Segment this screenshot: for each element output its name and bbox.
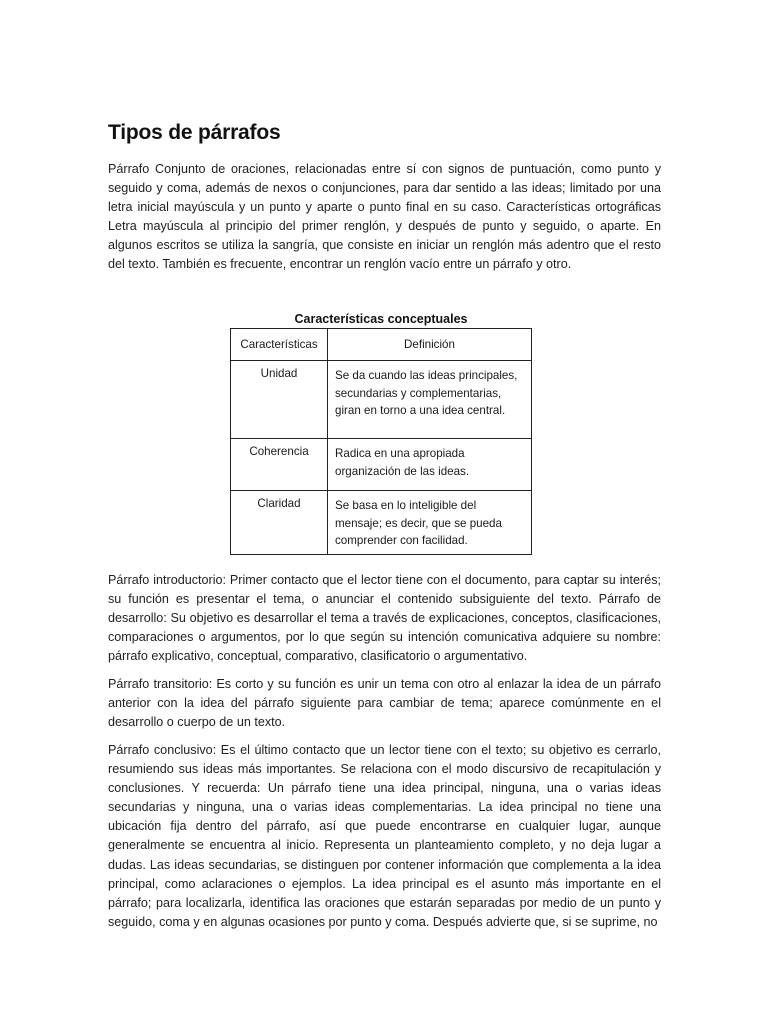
paragraph-transitional: Párrafo transitorio: Es corto y su función es unir un tema con otro al enlazar la idea de un párrafo anterior con la idea del párrafo siguiente para cambiar de tema; aparece comúnmente en el desarrollo o cuerpo de un texto. [108, 677, 661, 730]
header-characteristics: Características [231, 329, 328, 361]
document-title: Tipos de párrafos [108, 121, 281, 144]
table-row [231, 361, 532, 439]
paragraph-definition: Párrafo Conjunto de oraciones, relacionadas entre sí con signos de puntuación, como punto y seguido y coma, además de nexos o conjunciones, para dar sentido a las ideas; limitado por una letra inicial mayúscula y un punto y aparte o punto final en su caso. Características ortográficas Letra mayúscula al principio del primer renglón, y después de punto y seguido, o aparte. En algunos escritos se utiliza la sangría, que consiste en iniciar un renglón más adentro que el resto del texto. También es frecuente, encontrar un renglón vacío entre un párrafo y otro. [108, 162, 661, 272]
table-row [231, 439, 532, 491]
term-cell: Coherencia [231, 439, 328, 491]
term-cell: Unidad [231, 361, 328, 439]
figure-title: Características conceptuales [294, 312, 468, 326]
definition-cell: Se basa en lo inteligible del mensaje; es decir, que se pueda comprender con facilidad. [328, 491, 532, 555]
paragraph-introductory: Párrafo introductorio: Primer contacto que el lector tiene con el documento, para captar su interés; su función es presentar el tema, o anunciar el contenido subsiguiente del texto. Párrafo de desarrollo: Su objetivo es desarrollar el tema a través de explicaciones, conceptos, clasificaciones, comparaciones o argumentos, por lo que según su intención comunicativa adquiere su nombre: párrafo explicativo, conceptual, comparativo, clasificatorio o argumentativo. [108, 573, 661, 664]
table-header-row [231, 329, 532, 361]
paragraph-conclusive: Párrafo conclusivo: Es el último contacto que un lector tiene con el texto; su objetivo es cerrarlo, resumiendo sus ideas más importantes. Se relaciona con el modo discursivo de recapitulación y conclusiones. Y recuerda: Un párrafo tiene una idea principal, ninguna, una o varias ideas secundarias y ninguna, una o varias ideas complementarias. La idea principal no tiene una ubicación fija dentro del párrafo, así que puede encontrarse en cualquier lugar, aunque generalmente se encuentra al inicio. Representa un planteamiento completo, y no deja lugar a dudas. Las ideas secundarias, se distinguen por contener información que complementa a la idea principal, como aclaraciones o ejemplos. La idea principal es el asunto más importante en el párrafo; para localizarla, identifica las oraciones que estarán separadas por medio de un punto y seguido, coma y en algunas ocasiones por punto y coma. Después advierte que, si se suprime, no [108, 743, 661, 929]
definition-cell: Se da cuando las ideas principales, secundarias y complementarias, giran en torno a una idea central. [328, 361, 532, 439]
term-cell: Claridad [231, 491, 328, 555]
definition-cell: Radica en una apropiada organización de las ideas. [328, 439, 532, 491]
header-definition: Definición [328, 329, 532, 361]
conceptual-characteristics-figure [230, 311, 532, 555]
table-row [231, 491, 532, 555]
characteristics-table [230, 328, 532, 555]
